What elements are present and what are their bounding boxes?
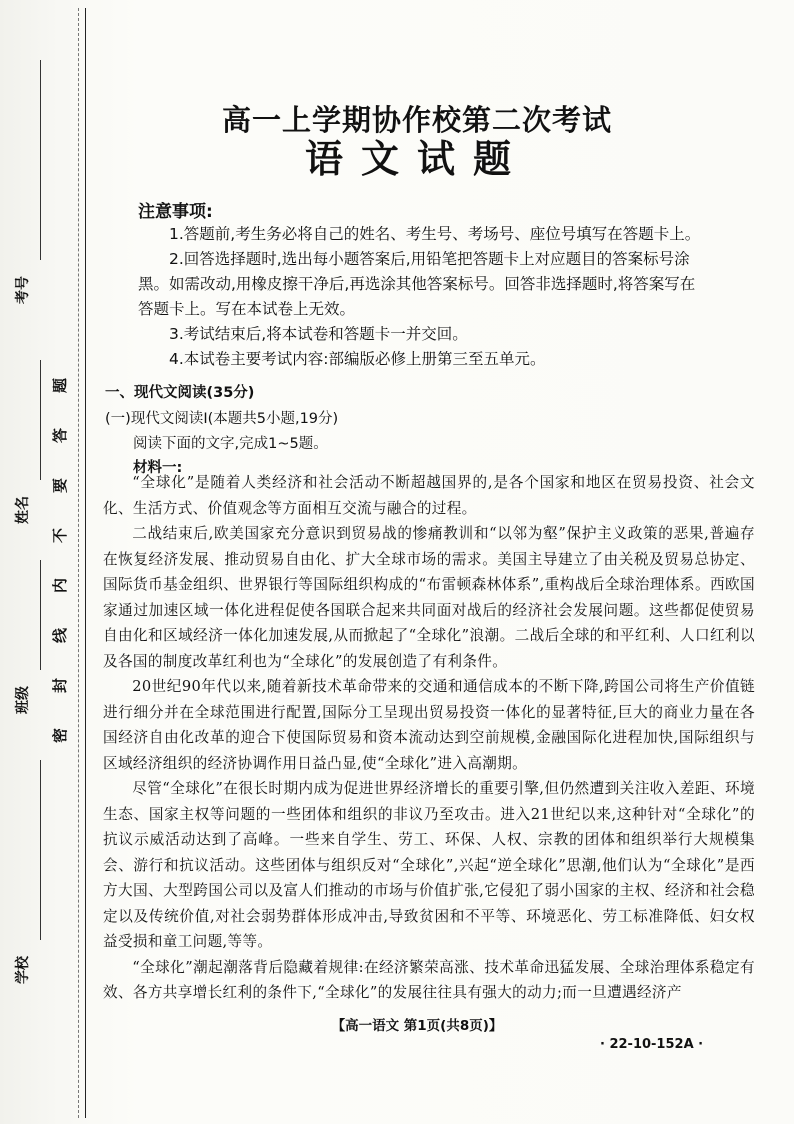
notice-item: 黑。如需改动,用橡皮擦干净后,再选涂其他答案标号。回答非选择题时,将答案写在 (138, 275, 696, 293)
article-paragraph: 二战结束后,欧美国家充分意识到贸易战的惨痛教训和“以邻为壑”保护主义政策的恶果,普遍存在恢复经济发展、推动贸易自由化、扩大全球市场的需求。美国主导建立了由关税及贸易总协定、国际货币基金组织、世界银行等国际组织构成的“布雷顿森林体系”,重构战后全球治理体系。西欧国家通过加速区域一体化进程促使各国联合起来共同面对战后的经济社会发展问题。这些都促使贸易自由化和区域经济一体化加速发展,从而掀起了“全球化”浪潮。二战后全球的和平红利、人口红利以及各国的制度改革红利也为“全球化”的发展创造了有利条件。 (103, 525, 755, 670)
seal-char: 封 (51, 677, 70, 694)
article-paragraph: “全球化”是随着人类经济和社会活动不断超越国界的,是各个国家和地区在贸易投资、社会文化、生活方式、价值观念等方面相互交流与融合的过程。 (103, 474, 755, 517)
class-line (40, 560, 41, 670)
school-label: 学校 (15, 956, 31, 984)
notice-list (138, 222, 723, 372)
notice-item: 3.考试结束后,将本试卷和答题卡一并交回。 (169, 325, 468, 343)
seal-char: 密 (51, 727, 70, 744)
exam-title: 高一上学期协作校第二次考试 (221, 103, 612, 137)
exam-code: · 22-10-152A · (600, 1037, 704, 1052)
school-line (40, 760, 41, 940)
article-paragraph: 尽管“全球化”在很长时期内成为促进世界经济增长的重要引擎,但仍然遭到关注收入差距、环境生态、国家主权等问题的一些团体和组织的非议乃至攻击。进入21世纪以来,这种针对“全球化”的抗议示威活动达到了高峰。一些来自学生、劳工、环保、人权、宗教的团体和组织举行大规模集会、游行和抗议活动。这些团体与组织反对“全球化”,兴起“逆全球化”思潮,他们认为“全球化”是西方大国、大型跨国公司以及富人们推动的市场与价值扩张,它侵犯了弱小国家的主权、经济和社会稳定以及传统价值,对社会弱势群体形成冲击,导致贫困和不平等、环境恶化、劳工标准降低、妇女权益受损和童工问题,等等。 (103, 780, 755, 950)
notice-item: 1.答题前,考生务必将自己的姓名、考生号、考场号、座位号填写在答题卡上。 (169, 225, 701, 243)
subject-title: 语文试题 (304, 137, 529, 181)
seal-char: 线 (51, 627, 70, 644)
article-paragraph: 20世纪90年代以来,随着新技术革命带来的交通和通信成本的不断下降,跨国公司将生产价值链进行细分并在全球范围进行配置,国际分工呈现出贸易投资一体化的显著特征,巨大的商业力量在各国经济自由化改革的迎合下使国际贸易和资本流动达到空前规模,金融国际化进程加快,国际组织与区域经济组织的经济协调作用日益凸显,使“全球化”进入高潮期。 (103, 678, 755, 772)
notice-heading: 注意事项: (138, 202, 213, 222)
exam-no-label: 考号 (15, 276, 31, 304)
page-footer: 【高一语文 第1页(共8页)】 (331, 1018, 503, 1034)
article-body (103, 470, 755, 1006)
seal-char: 内 (51, 577, 70, 594)
class-label: 班级 (15, 686, 31, 714)
notice-item: 2.回答选择题时,选出每小题答案后,用铅笔把答题卡上对应题目的答案标号涂 (169, 250, 690, 268)
sub-section-heading: (一)现代文阅读Ⅰ(本题共5小题,19分) (105, 411, 339, 427)
seal-char: 题 (51, 377, 70, 394)
notice-item: 4.本试卷主要考试内容:部编版必修上册第三至五单元。 (169, 350, 546, 368)
reading-instruction: 阅读下面的文字,完成1~5题。 (133, 436, 328, 452)
material-label: 材料一: (133, 460, 183, 476)
name-line (40, 360, 41, 480)
article-paragraph: “全球化”潮起潮落背后隐藏着规律:在经济繁荣高涨、技术革命迅猛发展、全球治理体系稳定有效、各方共享增长红利的条件下,“全球化”的发展往往具有强大的动力;而一旦遭遇经济产 (103, 958, 755, 1001)
seal-char: 要 (51, 477, 70, 494)
section-heading: 一、现代文阅读(35分) (105, 385, 255, 401)
name-label: 姓名 (15, 496, 31, 524)
notice-item: 答题卡上。写在本试卷上无效。 (138, 300, 356, 318)
seal-char: 不 (51, 527, 70, 544)
seal-char: 答 (51, 427, 70, 444)
